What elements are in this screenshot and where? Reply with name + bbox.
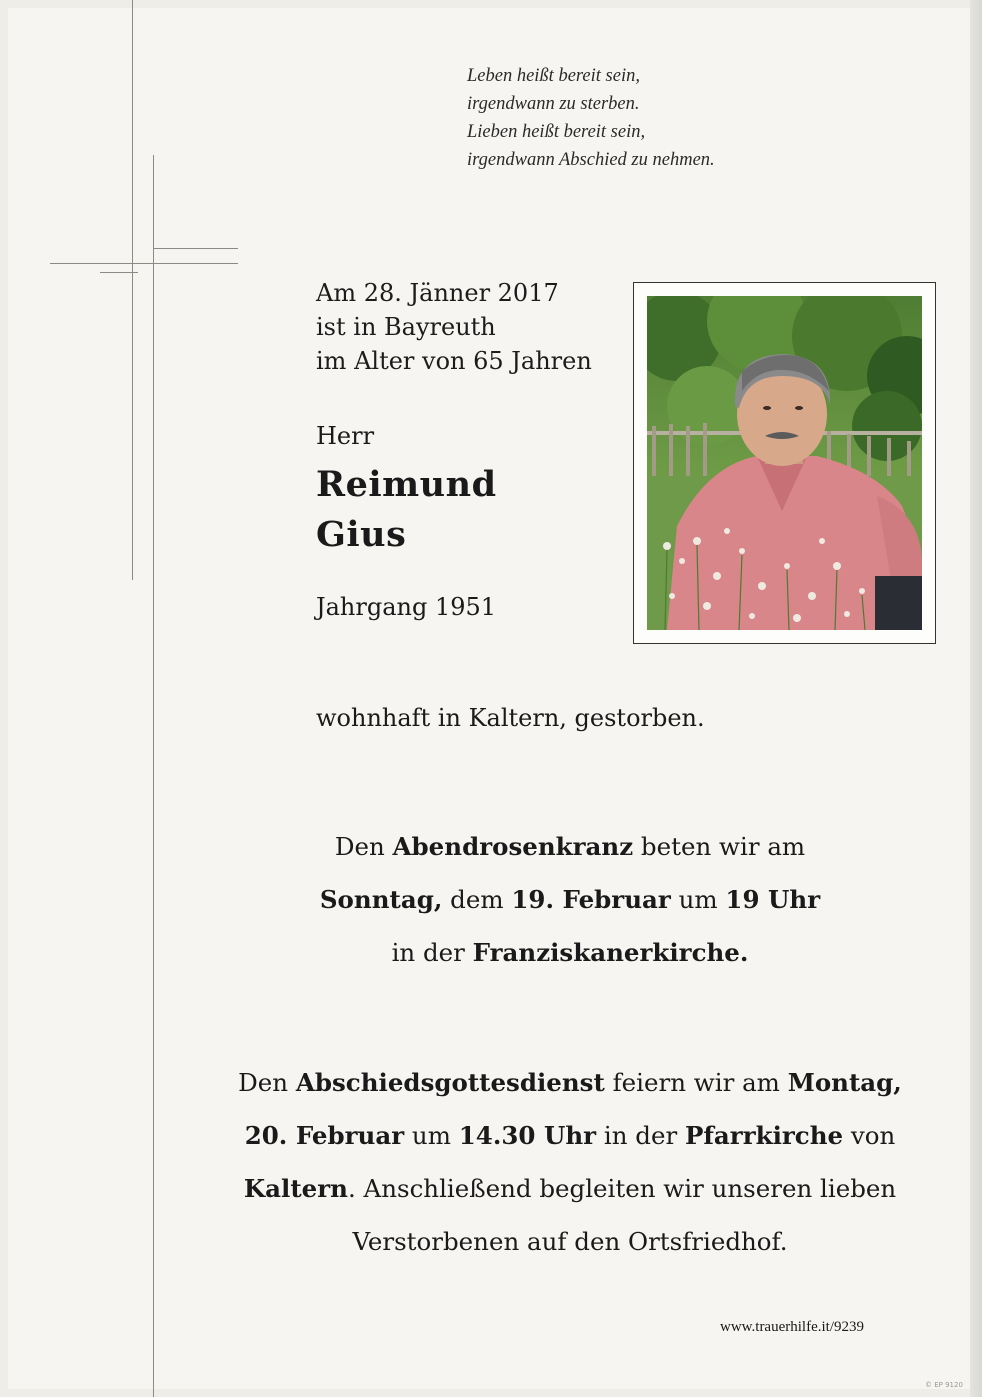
first-name: Reimund [316,464,497,505]
poem [467,62,715,174]
salutation: Herr [316,422,375,450]
last-name: Gius [316,514,407,555]
funeral-line-1: Den Abschiedsgottesdienst feiern wir am Montag, [238,1068,902,1097]
poem-line: irgendwann Abschied zu nehmen. [467,150,715,170]
print-code: © EP 9120 [925,1381,963,1389]
residence: wohnhaft in Kaltern, gestorben. [316,704,705,732]
funeral-notice [160,1056,980,1268]
intro-line: Am 28. Jänner 2017 [316,279,559,307]
portrait-frame [633,282,936,644]
funeral-line-4: Verstorbenen auf den Ortsfriedhof. [352,1227,788,1256]
cross-line-horizontal-top [50,263,238,264]
rosary-line-3: in der Franziskanerkirche. [391,938,749,967]
cross-line-vertical-right [153,155,154,1397]
portrait-photo [647,296,922,630]
deceased-name [316,460,497,560]
poem-line: Leben heißt bereit sein, [467,66,640,86]
intro-line: im Alter von 65 Jahren [316,347,592,375]
rosary-line-1: Den Abendrosenkranz beten wir am [334,832,806,861]
rosary-line-2: Sonntag, dem 19. Februar um 19 Uhr [319,885,821,914]
website-link[interactable]: www.trauerhilfe.it/9239 [720,1319,864,1335]
funeral-line-3: Kaltern. Anschließend begleiten wir unseren lieben [243,1174,897,1203]
cross-line-horizontal-left [100,272,138,273]
cross-line-horizontal-right [153,248,238,249]
poem-line: Lieben heißt bereit sein, [467,122,646,142]
rosary-notice [160,820,980,979]
birth-year: Jahrgang 1951 [316,593,497,621]
cross-line-vertical-left [132,0,133,580]
funeral-line-2: 20. Februar um 14.30 Uhr in der Pfarrkirche von [244,1121,896,1150]
intro-line: ist in Bayreuth [316,313,496,341]
poem-line: irgendwann zu sterben. [467,94,640,114]
death-announcement [316,276,592,378]
